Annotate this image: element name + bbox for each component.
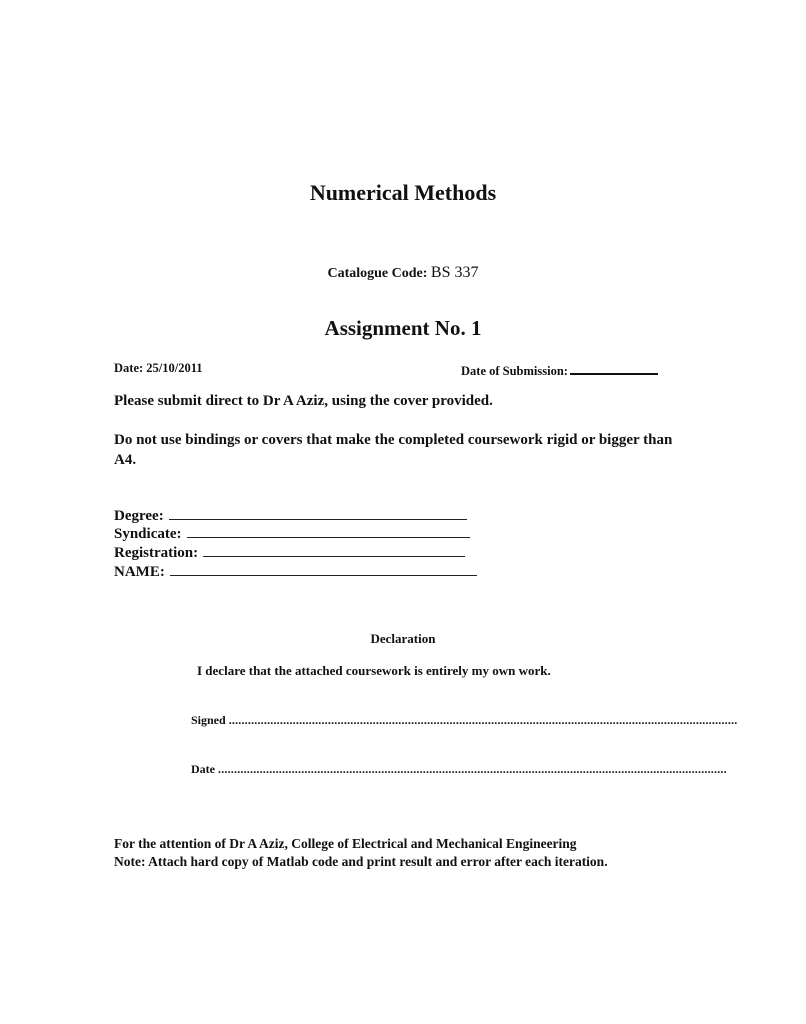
name-blank[interactable] xyxy=(170,563,477,576)
name-label: NAME: xyxy=(114,564,165,580)
issue-date: Date: 25/10/2011 xyxy=(114,361,203,375)
attention-block xyxy=(114,835,674,871)
date-dotted-line[interactable]: ............................................................................................................................................................... xyxy=(218,762,727,776)
degree-field xyxy=(114,507,467,525)
catalogue-label: Catalogue Code: xyxy=(327,266,428,281)
submission-date-blank[interactable] xyxy=(570,361,658,375)
registration-blank[interactable] xyxy=(203,544,465,557)
registration-label: Registration: xyxy=(114,545,199,561)
syndicate-blank[interactable] xyxy=(187,525,470,538)
syndicate-label: Syndicate: xyxy=(114,526,182,542)
registration-field xyxy=(114,544,465,562)
syndicate-field xyxy=(114,525,470,543)
degree-blank[interactable] xyxy=(169,507,467,520)
attention-line: For the attention of Dr A Aziz, College of Electrical and Mechanical Engineering xyxy=(114,836,577,851)
declaration-date-label: Date xyxy=(191,762,215,776)
binding-instruction: Do not use bindings or covers that make the completed coursework rigid or bigger than A4. xyxy=(114,432,673,468)
note-line: Note: Attach hard copy of Matlab code and print result and error after each iteration. xyxy=(114,854,608,869)
document-title: Numerical Methods xyxy=(309,180,497,205)
assignment-heading: Assignment No. 1 xyxy=(324,316,482,340)
submission-date-line xyxy=(461,361,658,379)
signed-label: Signed xyxy=(191,713,226,727)
declaration-text: I declare that the attached coursework is entirely my own work. xyxy=(197,663,551,678)
submit-instruction: Please submit direct to Dr A Aziz, using the cover provided. xyxy=(114,393,493,409)
submission-label: Date of Submission: xyxy=(461,364,568,378)
signature-dotted-line[interactable]: ............................................................................................................................................................... xyxy=(228,713,738,727)
catalogue-code-line xyxy=(0,264,806,282)
declaration-heading: Declaration xyxy=(370,631,436,646)
declaration-date-line xyxy=(191,762,727,777)
catalogue-code: BS 337 xyxy=(430,264,479,281)
signed-line xyxy=(191,713,738,728)
name-field xyxy=(114,563,477,581)
degree-label: Degree: xyxy=(114,508,164,524)
